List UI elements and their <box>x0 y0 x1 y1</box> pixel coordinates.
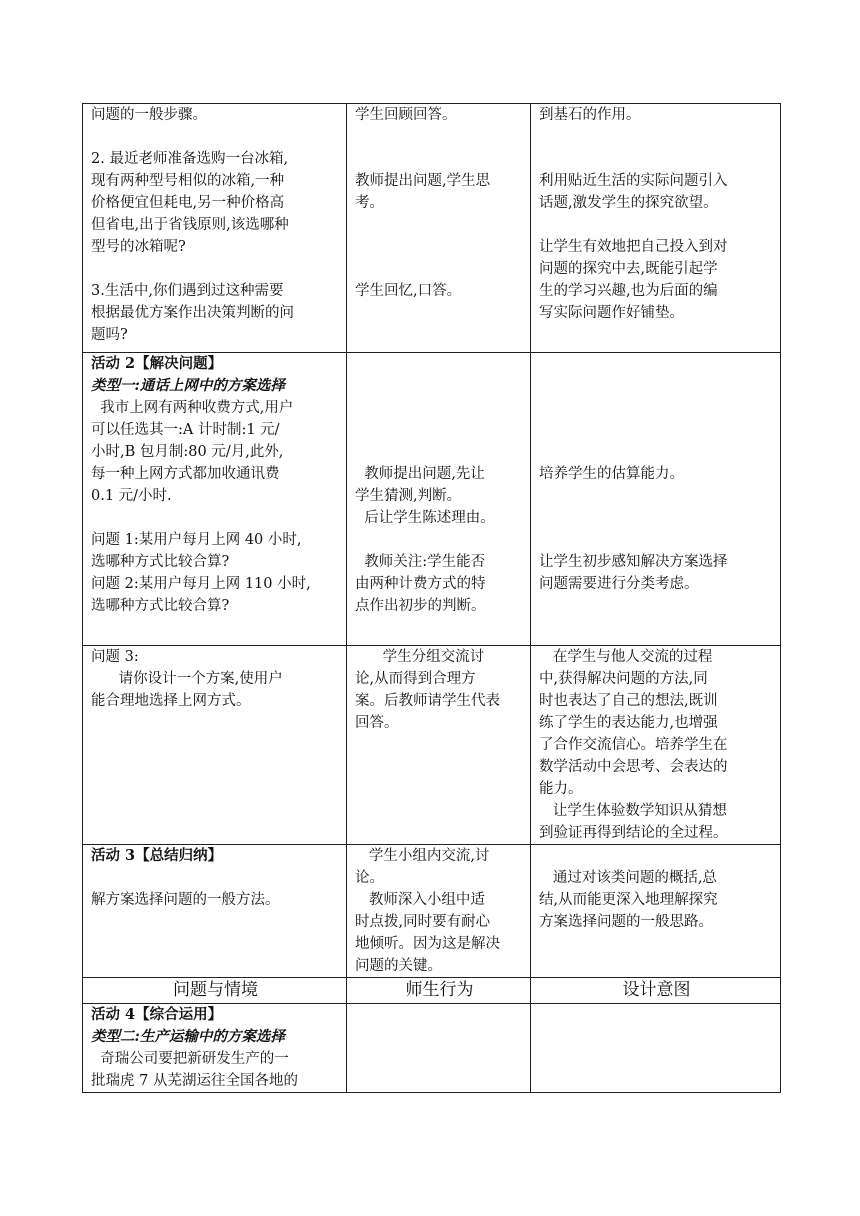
text-line: 学生猜测,判断。 <box>355 488 462 504</box>
text-line: 时也表达了自己的想法,既训 <box>539 693 718 709</box>
text-line: 论,从而得到合理方 <box>355 671 476 687</box>
intent-cell <box>531 104 781 353</box>
text-line: 到验证再得到结论的全过程。 <box>539 825 728 841</box>
text-line: 让学生初步感知解决方案选择 <box>539 554 728 570</box>
text-line: 3.生活中,你们遇到过这种需要 <box>91 283 284 299</box>
text-line: 每一种上网方式都加收通讯费 <box>91 466 280 482</box>
text-line: 教师关注:学生能否 <box>355 554 486 570</box>
table-row <box>83 104 781 353</box>
activity-title: 活动 3【总结归纳】 <box>91 847 223 864</box>
behavior-cell <box>347 646 531 845</box>
text-line: 写实际问题作好铺垫。 <box>539 305 684 321</box>
text-line: 教师深入小组中适 <box>355 892 485 908</box>
situation-cell <box>83 353 347 646</box>
table-row <box>83 646 781 845</box>
activity-subtitle: 类型一:通话上网中的方案选择 <box>91 377 285 394</box>
text-line: 时点拨,同时要有耐心 <box>355 914 491 930</box>
table-row <box>83 353 781 646</box>
text-line: 问题 3: <box>91 649 139 665</box>
text-line: 现有两种型号相似的冰箱,一种 <box>91 173 285 189</box>
intent-cell <box>531 646 781 845</box>
text-line: 结,从而能更深入地理解探究 <box>539 892 718 908</box>
situation-cell <box>83 646 347 845</box>
text-line: 奇瑞公司要把新研发生产的一 <box>91 1051 289 1067</box>
text-line: 学生分组交流讨 <box>355 649 485 665</box>
text-line: 了合作交流信心。培养学生在 <box>539 737 728 753</box>
text-line: 问题的探究中去,既能引起学 <box>539 261 718 277</box>
text-line: 学生小组内交流,讨 <box>355 848 490 864</box>
behavior-cell <box>347 353 531 646</box>
text-line: 在学生与他人交流的过程 <box>539 649 713 665</box>
text-line: 考。 <box>355 195 384 211</box>
text-line: 0.1 元/小时. <box>91 488 172 504</box>
header-situation: 问题与情境 <box>83 978 347 1004</box>
text-line: 可以任选其一:A 计时制:1 元/ <box>91 422 280 438</box>
text-line: 问题的关键。 <box>355 958 442 974</box>
text-line: 价格便宜但耗电,另一种价格高 <box>91 195 285 211</box>
lesson-plan-table <box>82 103 781 1093</box>
text-line: 问题 2:某用户每月上网 110 小时, <box>91 576 311 592</box>
text-line: 数学活动中会思考、会表达的 <box>539 759 728 775</box>
text-line: 生的学习兴趣,也为后面的编 <box>539 283 718 299</box>
text-line: 2. 最近老师准备选购一台冰箱, <box>91 151 289 167</box>
situation-cell <box>83 104 347 353</box>
text-line: 让学生有效地把自己投入到对 <box>539 239 728 255</box>
text-line: 批瑞虎 7 从芜湖运往全国各地的 <box>91 1073 298 1089</box>
text-line: 由两种计费方式的特 <box>355 576 486 592</box>
table-row <box>83 845 781 978</box>
text-line: 问题的一般步骤。 <box>91 107 207 123</box>
situation-cell <box>83 845 347 978</box>
text-line: 通过对该类问题的概括,总 <box>539 870 717 886</box>
behavior-cell <box>347 845 531 978</box>
text-line: 到基石的作用。 <box>539 107 641 123</box>
situation-cell <box>83 1004 347 1093</box>
text-line: 点作出初步的判断。 <box>355 598 486 614</box>
intent-cell <box>531 1004 781 1093</box>
table-row <box>83 1004 781 1093</box>
intent-cell <box>531 845 781 978</box>
text-line: 根据最优方案作出决策判断的问 <box>91 305 294 321</box>
text-line: 培养学生的估算能力。 <box>539 466 684 482</box>
text-line: 题吗? <box>91 327 128 343</box>
behavior-cell <box>347 104 531 353</box>
text-line: 能合理地选择上网方式。 <box>91 693 251 709</box>
text-line: 小时,B 包月制:80 元/月,此外, <box>91 444 284 460</box>
text-line: 教师提出问题,先让 <box>355 466 485 482</box>
activity-subtitle: 类型二:生产运输中的方案选择 <box>91 1028 285 1045</box>
header-intent: 设计意图 <box>531 978 781 1004</box>
activity-title: 活动 4【综合运用】 <box>91 1006 223 1023</box>
text-line: 解方案选择问题的一般方法。 <box>91 892 280 908</box>
text-line: 问题需要进行分类考虑。 <box>539 576 699 592</box>
intent-cell <box>531 353 781 646</box>
text-line: 回答。 <box>355 715 399 731</box>
text-line: 教师提出问题,学生思 <box>355 173 491 189</box>
text-line: 选哪种方式比较合算? <box>91 598 230 614</box>
text-line: 选哪种方式比较合算? <box>91 554 230 570</box>
behavior-cell <box>347 1004 531 1093</box>
text-line: 论。 <box>355 870 384 886</box>
text-line: 练了学生的表达能力,也增强 <box>539 715 718 731</box>
text-line: 地倾听。因为这是解决 <box>355 936 500 952</box>
table-header-row <box>83 978 781 1004</box>
text-line: 我市上网有两种收费方式,用户 <box>91 400 294 416</box>
text-line: 学生回顾回答。 <box>355 107 457 123</box>
text-line: 利用贴近生活的实际问题引入 <box>539 173 728 189</box>
text-line: 能力。 <box>539 781 583 797</box>
text-line: 后让学生陈述理由。 <box>355 510 495 526</box>
text-line: 请你设计一个方案,使用户 <box>91 671 283 687</box>
text-line: 学生回忆,口答。 <box>355 283 462 299</box>
text-line: 方案选择问题的一般思路。 <box>539 914 713 930</box>
text-line: 但省电,出于省钱原则,该选哪种 <box>91 217 289 233</box>
text-line: 型号的冰箱呢? <box>91 239 186 255</box>
text-line: 让学生体验数学知识从猜想 <box>539 803 727 819</box>
text-line: 中,获得解决问题的方法,同 <box>539 671 708 687</box>
text-line: 问题 1:某用户每月上网 40 小时, <box>91 532 302 548</box>
header-behavior: 师生行为 <box>347 978 531 1004</box>
activity-title: 活动 2【解决问题】 <box>91 355 223 372</box>
text-line: 案。后教师请学生代表 <box>355 693 500 709</box>
text-line: 话题,激发学生的探究欲望。 <box>539 195 718 211</box>
